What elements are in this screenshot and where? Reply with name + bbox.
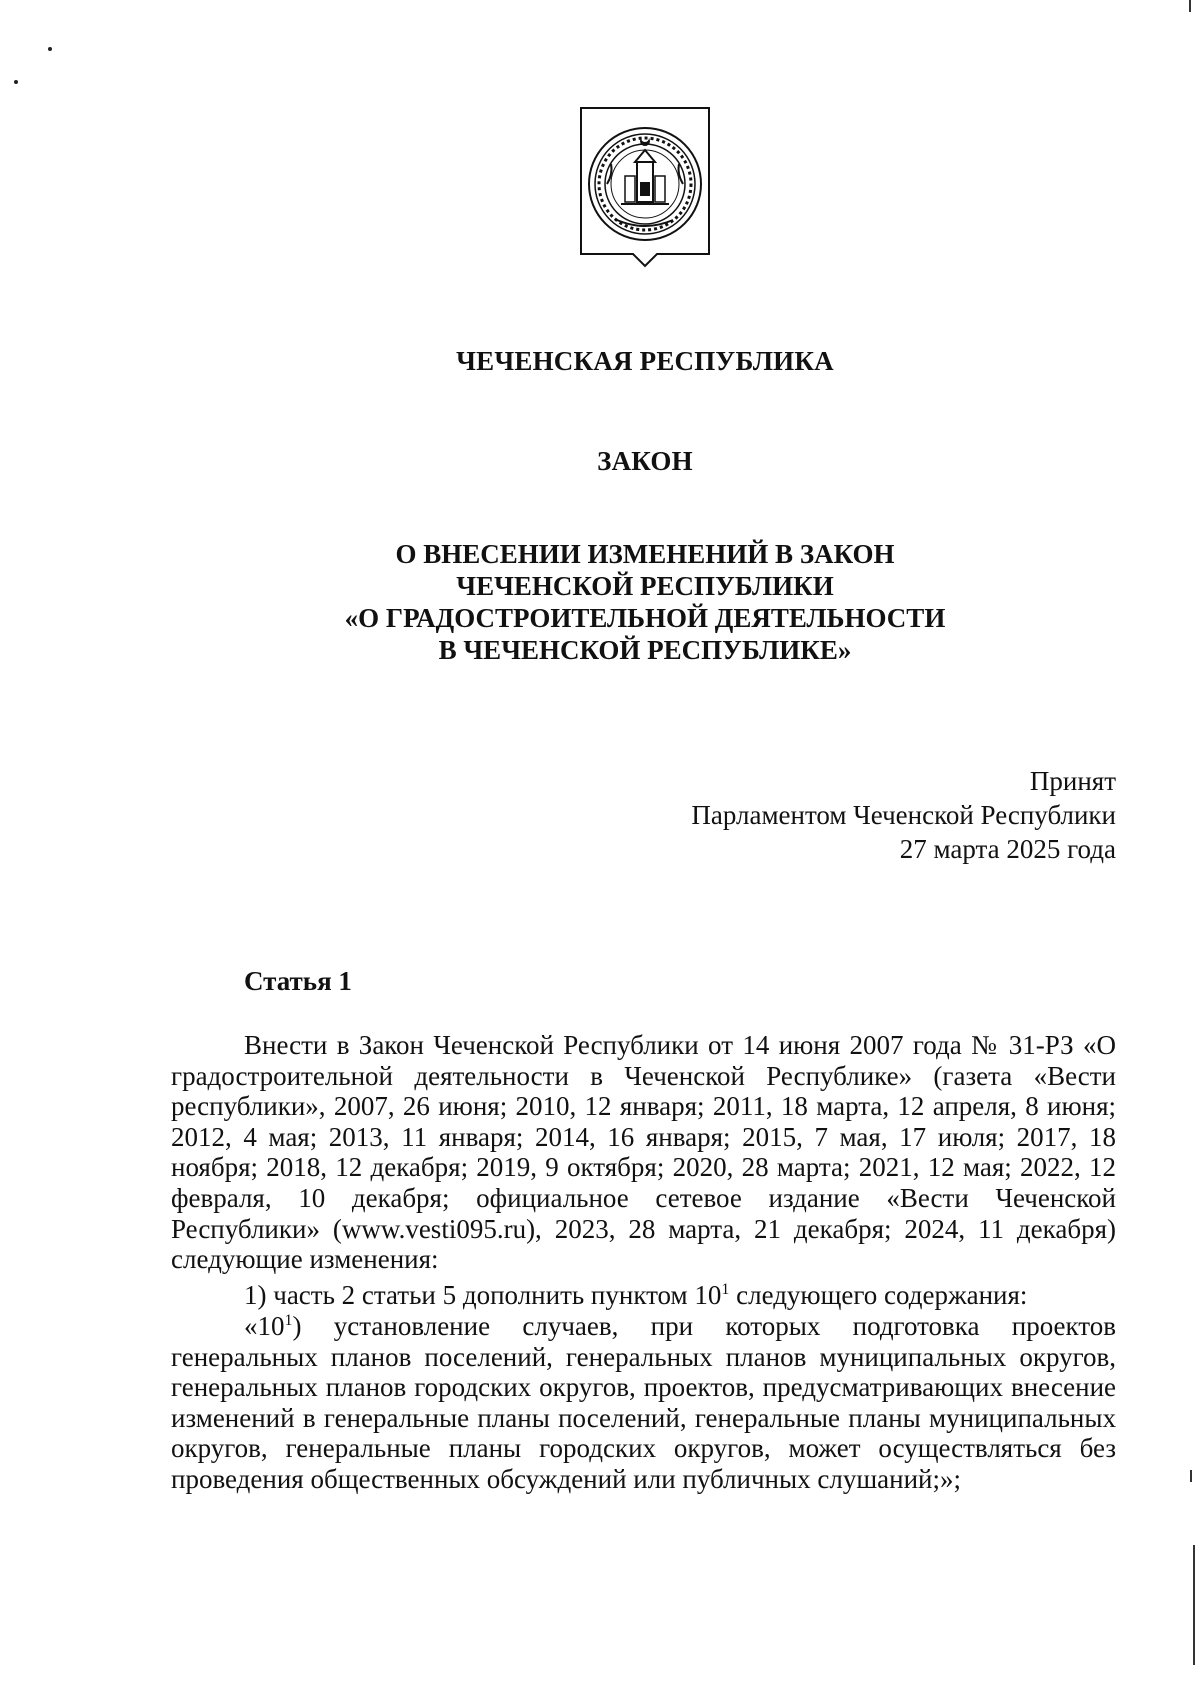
- amendment-item-1-lead: 1) часть 2 статьи 5 дополнить пунктом 10: [244, 1280, 722, 1310]
- article-intro-text: Внести в Закон Чеченской Республики от 14 июня 2007 года № 31-РЗ «О градостроительной деятельности в Чеченской Республике» (газета «Вести республики», 2007, 26 июня; 2010, 12 января; 2011, 18 марта, 12 апреля, 8 июня; 2012, 4 мая; 2013, 11 января; 2014, 16 января; 2015, 7 мая, 17 июля; 2017, 18 ноября; 2018, 12 декабря; 2019, 9 октября; 2020, 28 марта; 2021, 12 мая; 2022, 12 февраля, 10 декабря; официальное сетевое издание «Вести Чеченской Республики» (www.vesti095.ru), 2023, 28 марта, 21 декабря; 2024, 11 декабря) следующие изменения:: [171, 1030, 1116, 1275]
- quote-open: «10: [244, 1311, 285, 1341]
- scan-edge-mark: [1193, 1545, 1195, 1665]
- law-title-line: ЧЕЧЕНСКОЙ РЕСПУБЛИКИ: [456, 571, 834, 601]
- region-title: ЧЕЧЕНСКАЯ РЕСПУБЛИКА: [456, 346, 834, 376]
- law-title-line: О ВНЕСЕНИИ ИЗМЕНЕНИЙ В ЗАКОН: [395, 539, 895, 569]
- amendment-item-1-text: [171, 1280, 1116, 1311]
- coat-of-arms-emblem: [577, 104, 713, 274]
- adoption-line-date: 27 марта 2025 года: [899, 834, 1116, 864]
- amendment-quote-paragraph: [171, 1311, 1116, 1495]
- scan-speck: [48, 47, 52, 51]
- law-title-line: «О ГРАДОСТРОИТЕЛЬНОЙ ДЕЯТЕЛЬНОСТИ: [344, 603, 946, 633]
- article-heading: Статья 1: [244, 966, 352, 996]
- adoption-line-parliament: Парламентом Чеченской Республики: [691, 800, 1116, 830]
- article-intro-paragraph: [171, 1030, 1116, 1275]
- law-title-line: В ЧЕЧЕНСКОЙ РЕСПУБЛИКЕ»: [438, 635, 852, 665]
- law-title: [0, 538, 1200, 666]
- scan-edge-mark: [1189, 0, 1191, 12]
- quote-body: ) установление случаев, при которых подготовка проектов генеральных планов поселений, генеральных планов муниципальных округов, генеральных планов городских округов, проектов, предусматривающих внесение изменений в генеральные планы поселений, генеральные планы муниципальных округов, генеральные планы городских округов, может осуществляться без проведения общественных обсуждений или публичных слушаний;»;: [171, 1311, 1116, 1494]
- adoption-block: [691, 764, 1116, 866]
- amendment-item-1: [171, 1280, 1116, 1311]
- adoption-line-adopted: Принят: [1029, 766, 1116, 796]
- superscript: 1: [284, 1312, 293, 1329]
- amendment-quote-text: [171, 1311, 1116, 1495]
- amendment-item-1-tail: следующего содержания:: [729, 1280, 1028, 1310]
- scan-edge-mark: [1190, 1470, 1192, 1482]
- superscript: 1: [721, 1281, 730, 1298]
- scan-speck: [14, 80, 18, 84]
- document-type-title: ЗАКОН: [597, 446, 693, 476]
